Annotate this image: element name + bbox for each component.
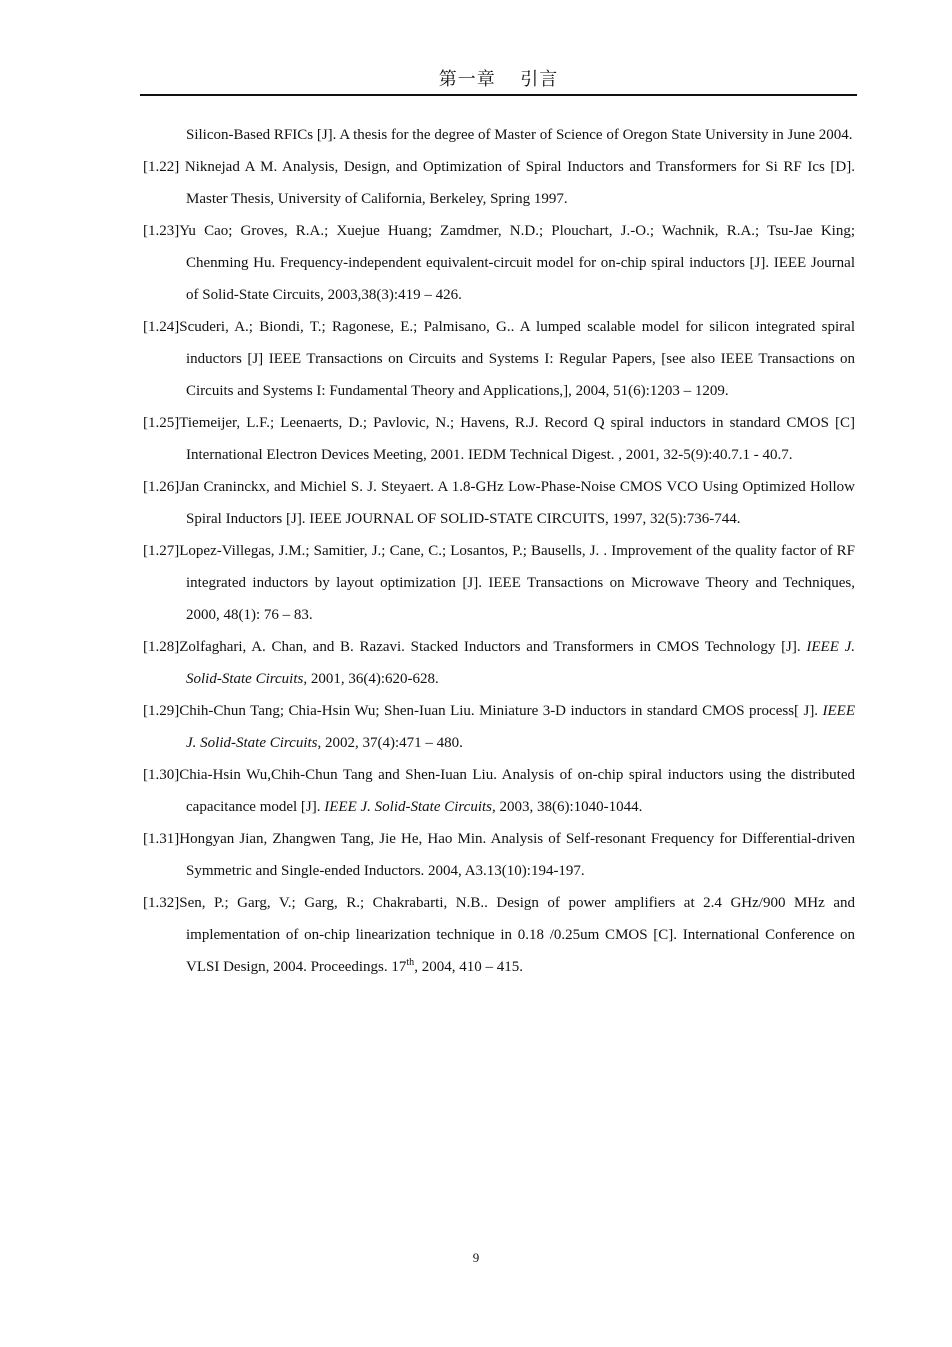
reference-tail: , 2001, 36(4):620-628. xyxy=(303,671,439,687)
reference-text: Scuderi, A.; Biondi, T.; Ragonese, E.; Palmisano, G.. A lumped scalable model for silicon integrated spiral inductors [J] IEEE Transactions on Circuits and Systems I: Regular Papers, [see also IEEE Transactions on Circuits and Systems I: Fundamental Theory and Applications,], 2004, 51(6):1203 – 1209. xyxy=(179,319,855,399)
reference-id: [1.30] xyxy=(143,767,180,783)
reference-text: Jan Craninckx, and Michiel S. J. Steyaert. A 1.8-GHz Low-Phase-Noise CMOS VCO Using Optimized Hollow Spiral Inductors [J]. IEEE JOURNAL OF SOLID-STATE CIRCUITS, 1997, 32(5):736-744. xyxy=(179,479,855,527)
reference-item xyxy=(143,887,855,983)
reference-item xyxy=(143,215,855,311)
reference-text: Hongyan Jian, Zhangwen Tang, Jie He, Hao Min. Analysis of Self-resonant Frequency for Differential-driven Symmetric and Single-ended Inductors. 2004, A3.13(10):194-197. xyxy=(179,831,855,879)
reference-item xyxy=(143,471,855,535)
reference-id: [1.27] xyxy=(143,543,180,559)
reference-tail: , 2003, 38(6):1040-1044. xyxy=(492,799,643,815)
reference-text: Sen, P.; Garg, V.; Garg, R.; Chakrabarti, N.B.. Design of power amplifiers at 2.4 GHz/900 MHz and implementation of on-chip linearization technique in 0.18 /0.25um CMOS [C]. International Conference on VLSI Design, 2004. Proceedings. 17 xyxy=(179,895,855,975)
reference-item xyxy=(143,311,855,407)
reference-text: Tiemeijer, L.F.; Leenaerts, D.; Pavlovic, N.; Havens, R.J. Record Q spiral inductors in standard CMOS [C] International Electron Devices Meeting, 2001. IEDM Technical Digest. , 2001, 32-5(9):40.7.1 - 40.7. xyxy=(179,415,855,463)
reference-item xyxy=(143,759,855,823)
reference-list xyxy=(143,119,855,983)
reference-tail: , 2004, 410 – 415. xyxy=(414,959,523,975)
reference-journal: IEEE J. Solid-State Circuits xyxy=(324,799,493,815)
reference-text: Chia-Hsin Wu,Chih-Chun Tang and Shen-Iuan Liu. Analysis of on-chip spiral inductors using the distributed capacitance model [J]. xyxy=(179,767,855,815)
reference-id: [1.31] xyxy=(143,831,180,847)
reference-text: Yu Cao; Groves, R.A.; Xuejue Huang; Zamdmer, N.D.; Plouchart, J.-O.; Wachnik, R.A.; Tsu-Jae King; Chenming Hu. Frequency-independent equivalent-circuit model for on-chip spiral inductors [J]. IEEE Journal of Solid-State Circuits, 2003,38(3):419 – 426. xyxy=(179,223,855,303)
reference-id: [1.26] xyxy=(143,479,180,495)
page-number: 9 xyxy=(472,1250,480,1265)
header-rule xyxy=(140,94,857,96)
reference-id: [1.25] xyxy=(143,415,180,431)
reference-tail: , 2002, 37(4):471 – 480. xyxy=(317,735,463,751)
reference-item xyxy=(143,407,855,471)
reference-text: Lopez-Villegas, J.M.; Samitier, J.; Cane, C.; Losantos, P.; Bausells, J. . Improvement of the quality factor of RF integrated inductors by layout optimization [J]. IEEE Transactions on Microwave Theory and Techniques, 2000, 48(1): 76 – 83. xyxy=(179,543,855,623)
running-header: 第一章 引言 xyxy=(438,69,559,89)
reference-item xyxy=(143,151,855,215)
reference-item xyxy=(143,535,855,631)
reference-id: [1.29] xyxy=(143,703,180,719)
reference-id: [1.32] xyxy=(143,895,180,911)
reference-text: Chih-Chun Tang; Chia-Hsin Wu; Shen-Iuan Liu. Miniature 3-D inductors in standard CMOS process[ J]. xyxy=(179,703,823,719)
reference-journal: IEEE J. Solid-State Circuits xyxy=(186,703,855,751)
reference-item xyxy=(143,695,855,759)
reference-item xyxy=(143,631,855,695)
reference-text: Niknejad A M. Analysis, Design, and Optimization of Spiral Inductors and Transformers for Si RF Ics [D]. Master Thesis, University of California, Berkeley, Spring 1997. xyxy=(179,159,855,207)
reference-id: [1.28] xyxy=(143,639,180,655)
reference-text: Zolfaghari, A. Chan, and B. Razavi. Stacked Inductors and Transformers in CMOS Technology [J]. xyxy=(179,639,807,655)
reference-id: [1.24] xyxy=(143,319,180,335)
reference-item-continued xyxy=(143,119,855,151)
reference-superscript: th xyxy=(406,957,415,968)
reference-id: [1.23] xyxy=(143,223,180,239)
reference-item xyxy=(143,823,855,887)
reference-id: [1.22] xyxy=(143,159,180,175)
reference-journal: IEEE J. Solid-State Circuits xyxy=(186,639,855,687)
reference-text: Silicon-Based RFICs [J]. A thesis for the degree of Master of Science of Oregon State University in June 2004. xyxy=(186,127,853,143)
